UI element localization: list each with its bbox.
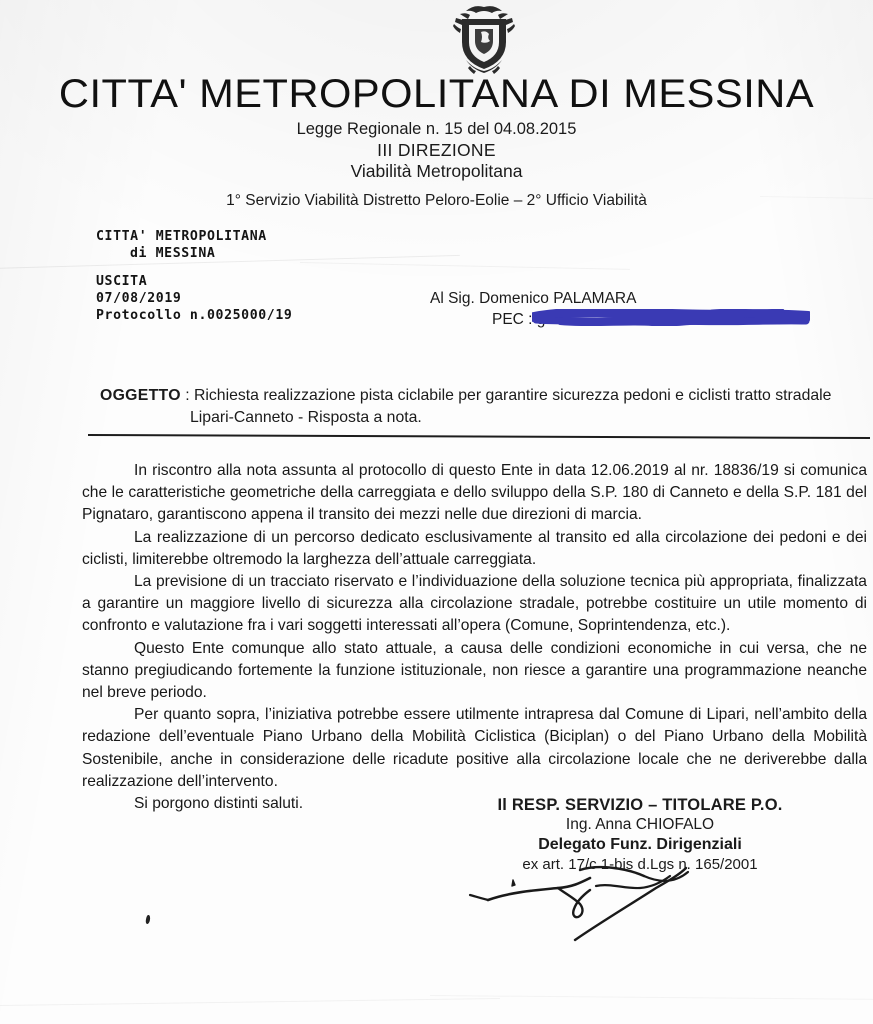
protocol-stamp <box>96 228 292 324</box>
scan-crease <box>430 995 873 1000</box>
direction-line: III DIREZIONE <box>377 140 496 160</box>
subject-divider <box>88 434 870 439</box>
body-paragraph: La realizzazione di un percorso dedicato esclusivamente al transito ed alla circolazione dei pedoni e dei ciclisti, limiterebbe oltremodo la larghezza dell’attuale carreggiata. <box>82 528 867 568</box>
pec-label: PEC : <box>492 311 533 328</box>
stamp-org-line-1: CITTA' METROPOLITANA <box>96 229 267 244</box>
page-title: CITTA' METROPOLITANA DI MESSINA <box>58 72 815 116</box>
body-paragraph: Questo Ente comunque allo stato attuale, a causa delle condizioni economiche in cui versa, che ne stanno pregiudicando fortemente la funzione istituzionale, non riesce a garantire una programmazione neanche nel breve periodo. <box>82 639 867 702</box>
subject-line-1: Richiesta realizzazione pista ciclabile per garantire sicurezza pedoni e ciclisti tratto stradale <box>193 387 832 404</box>
body-paragraph: La previsione di un tracciato riservato e l’individuazione della soluzione tecnica più appropriata, finalizzata a garantire un maggiore livello di sicurezza alla circolazione stradale, potrebbe costituire un utile momento di confronto e valutazione fra i vari soggetti interessati all’opera (Comune, Soprintendenza, etc.). <box>82 573 867 635</box>
scan-crease <box>0 998 500 1006</box>
signature-role: Il RESP. SERVIZIO – TITOLARE P.O. <box>497 796 783 814</box>
recipient-pec-row <box>430 309 636 330</box>
body-paragraph: Per quanto sopra, l’iniziativa potrebbe essere utilmente intrapresa dal Comune di Lipari, nell’ambito della redazione dell’eventuale Piano Urbano della Mobilità Ciclistica (Biciplan) o del Piano Urbano della Mobilità Sostenibile, anche in considerazione delle ricadute positive alla circolazione locale che ne deriverebbe dalla realizzazione dell’intervento. <box>82 706 867 790</box>
ink-speck <box>145 915 151 925</box>
stamp-direction-label: USCITA <box>96 274 148 289</box>
body-paragraph: In riscontro alla nota assunta al protocollo di questo Ente in data 12.06.2019 al nr. 18836/19 si comunica che le caratteristiche geometriche della carreggiata e dello sviluppo della S.P. 180 di Canneto e della S.P. 181 del Pignataro, garantiscono appena il transito dei mezzi nelle due direzioni di marcia. <box>82 462 867 524</box>
coat-of-arms-icon <box>436 2 532 76</box>
stamp-date: 07/08/2019 <box>96 291 182 306</box>
stamp-protocol-number: Protocollo n.0025000/19 <box>96 308 293 323</box>
pec-value: g <box>536 311 546 328</box>
department-line: Viabilità Metropolitana <box>350 161 523 181</box>
signature-block <box>440 795 840 875</box>
letter-body <box>82 460 867 815</box>
stamp-spacer <box>96 262 292 273</box>
subject-line-2: Lipari-Canneto - Risposta a nota. <box>190 409 422 426</box>
subject-separator: : <box>185 387 190 404</box>
scan-crease <box>300 262 630 270</box>
handwritten-signature-icon <box>430 862 710 967</box>
signature-article: ex art. 17/c 1-bis d.Lgs n. 165/2001 <box>522 856 758 873</box>
law-reference-line: Legge Regionale n. 15 del 04.08.2015 <box>296 120 577 138</box>
body-closing: Si porgono distinti saluti. <box>134 795 304 813</box>
signature-name: Ing. Anna CHIOFALO <box>565 816 715 833</box>
office-line: 1° Servizio Viabilità Distretto Peloro-Eolie – 2° Ufficio Viabilità <box>226 192 647 209</box>
recipient-addressee: Al Sig. Domenico PALAMARA <box>430 290 637 307</box>
recipient-block <box>430 288 636 330</box>
stamp-org-line-2: di MESSINA <box>130 246 216 261</box>
subject-label: OGGETTO <box>100 387 181 404</box>
subject-block <box>100 385 862 429</box>
signature-delegation: Delegato Funz. Dirigenziali <box>538 836 742 853</box>
